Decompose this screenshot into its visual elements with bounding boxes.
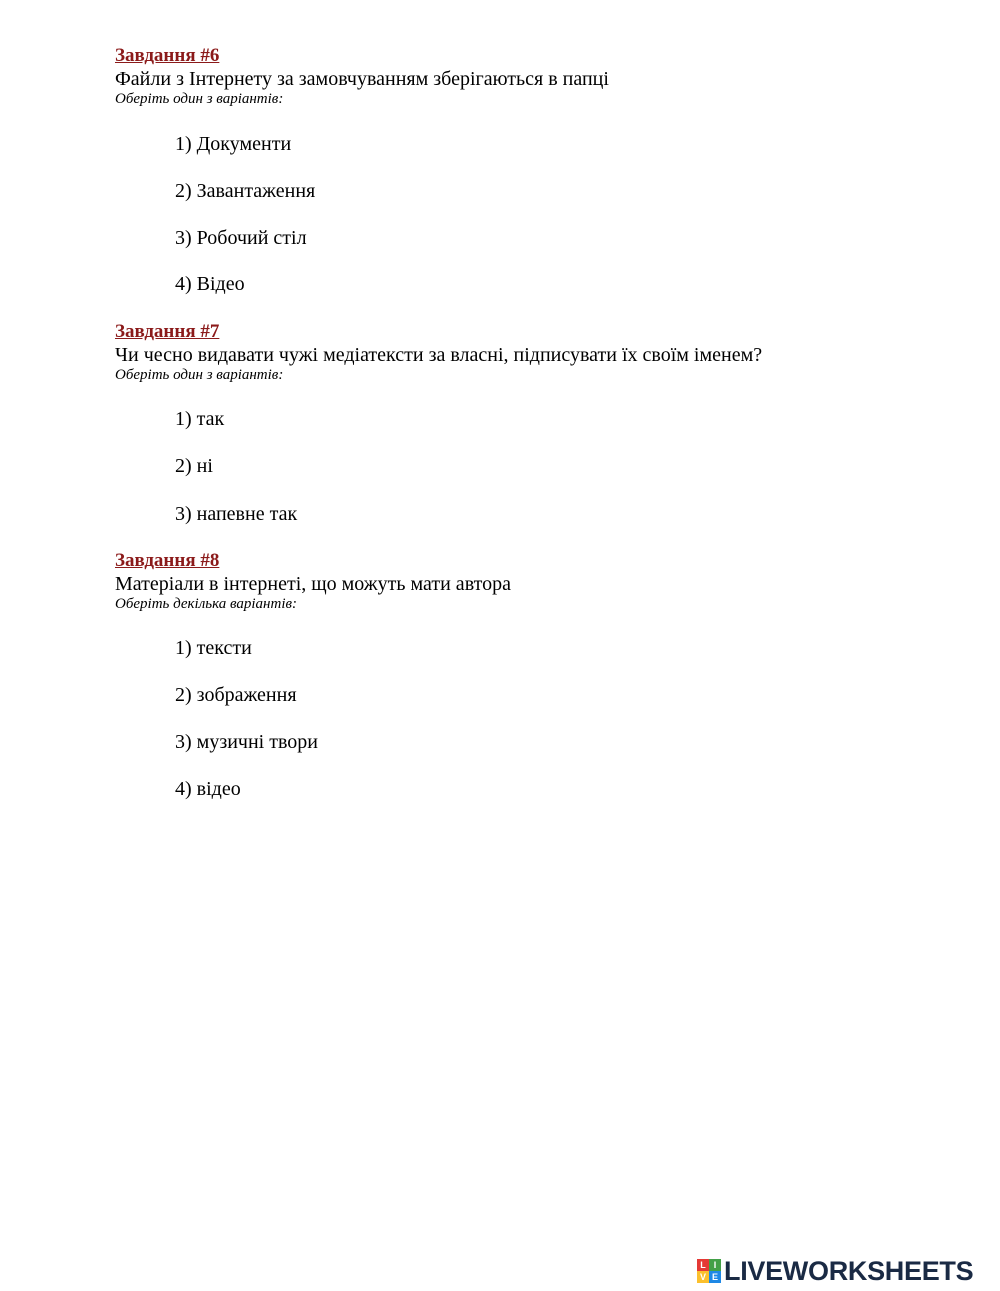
task-6 (115, 45, 915, 107)
answer-option[interactable]: 4) відео (175, 778, 241, 800)
answer-option[interactable]: 1) тексти (175, 637, 252, 659)
question-text: Файли з Інтернету за замовчуванням зберігаються в папці (115, 68, 609, 90)
answer-option[interactable]: 3) Робочий стіл (175, 227, 307, 249)
brand-name: LIVEWORKSHEETS (724, 1256, 974, 1286)
answer-option[interactable]: 4) Відео (175, 273, 245, 295)
answer-option[interactable]: 2) зображення (175, 684, 297, 706)
question-text: Чи чесно видавати чужі медіатексти за власні, підписувати їх своїм іменем? (115, 344, 763, 366)
liveworksheets-logo-icon (697, 1259, 721, 1283)
answer-option[interactable]: 3) напевне так (175, 503, 298, 525)
instruction-text: Оберіть декілька варіантів: (115, 596, 298, 612)
logo-letter: E (709, 1271, 721, 1283)
liveworksheets-brand (697, 1257, 973, 1285)
task-title: Завдання #8 (115, 550, 220, 571)
logo-letter: L (697, 1259, 709, 1271)
instruction-text: Оберіть один з варіантів: (115, 91, 284, 107)
task-7 (115, 321, 915, 383)
task-title: Завдання #6 (115, 45, 220, 66)
task-title: Завдання #7 (115, 321, 220, 342)
instruction-text: Оберіть один з варіантів: (115, 367, 284, 383)
answer-option[interactable]: 2) Завантаження (175, 180, 316, 202)
task-8 (115, 550, 915, 612)
answer-option[interactable]: 3) музичні твори (175, 731, 318, 753)
logo-letter: V (697, 1271, 709, 1283)
question-text: Матеріали в інтернеті, що можуть мати автора (115, 573, 511, 595)
answer-option[interactable]: 1) так (175, 408, 225, 430)
answer-option[interactable]: 2) ні (175, 455, 213, 477)
logo-letter: I (709, 1259, 721, 1271)
answer-option[interactable]: 1) Документи (175, 133, 292, 155)
